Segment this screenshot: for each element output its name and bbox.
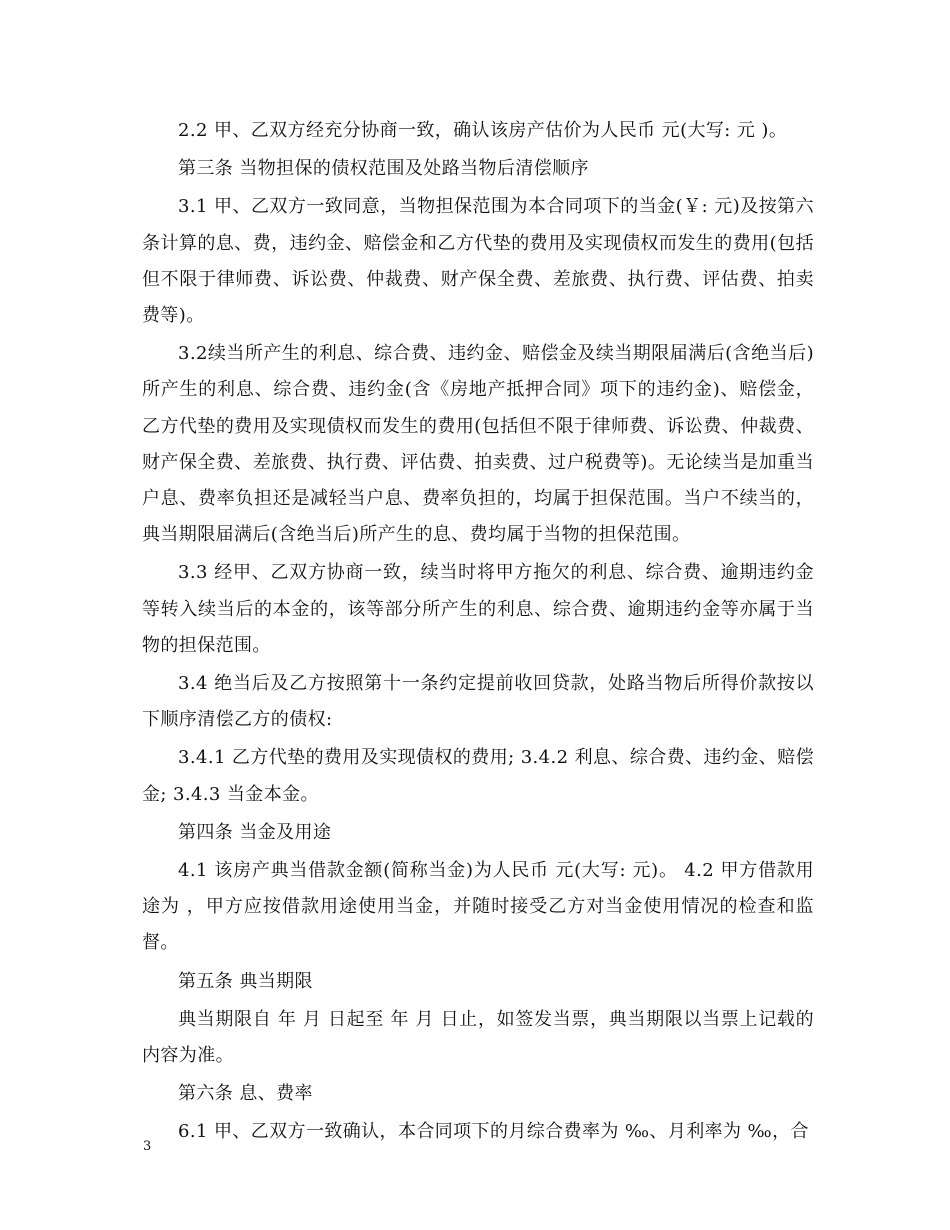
article-5-heading: 第五条 典当期限	[178, 970, 313, 992]
article-3-heading: 第三条 当物担保的债权范围及处路当物后清偿顺序	[178, 158, 589, 180]
page-number: 3	[143, 1139, 152, 1154]
clause-4-1: 4.1 该房产典当借款金额(简称当金)为人民币 元(大写: 元)。 4.2 甲方借款用途为 ，甲方应按借款用途使用当金，并随时接受乙方对当金使用情况的检查和监督。	[142, 860, 814, 954]
article-4-heading: 第四条 当金及用途	[178, 821, 332, 843]
clause-2-2: 2.2 甲、乙双方经充分协商一致，确认该房产估价为人民币 元(大写: 元 )。	[178, 120, 788, 141]
clause-3-1: 3.1 甲、乙双方一致同意，当物担保范围为本合同项下的当金(￥: 元)及按第六条计算的息、费，违约金、赔偿金和乙方代垫的费用及实现债权而发生的费用(包括但不限于律师费、诉讼费、仲裁费、财产保全费、差旅费、执行费、评估费、拍卖费等)。	[142, 196, 814, 327]
article-6-heading: 第六条 息、费率	[178, 1083, 313, 1105]
clause-6-1: 6.1 甲、乙双方一致确认，本合同项下的月综合费率为 ‰、月利率为 ‰，合	[178, 1121, 809, 1143]
clause-3-3: 3.3 经甲、乙双方协商一致，续当时将甲方拖欠的利息、综合费、逾期违约金等转入续当后的本金的，该等部分所产生的利息、综合费、逾期违约金等亦属于当物的担保范围。	[142, 562, 814, 656]
clause-3-4: 3.4 绝当后及乙方按照第十一条约定提前收回贷款，处路当物后所得价款按以下顺序清偿乙方的债权:	[142, 673, 814, 731]
document-body	[142, 113, 814, 1153]
clause-3-4-items: 3.4.1 乙方代垫的费用及实现债权的费用; 3.4.2 利息、综合费、违约金、赔偿金; 3.4.3 当金本金。	[142, 747, 814, 805]
clause-3-2: 3.2续当所产生的利息、综合费、违约金、赔偿金及续当期限届满后(含绝当后)所产生的利息、综合费、违约金(含《房地产抵押合同》项下的违约金)、赔偿金，乙方代垫的费用及实现债权而发生的费用(包括但不限于律师费、诉讼费、仲裁费、财产保全费、差旅费、执行费、评估费、拍卖费、过户税费等)。无论续当是加重当户息、费率负担还是减轻当户息、费率负担的，均属于担保范围。当户不续当的，典当期限届满后(含绝当后)所产生的息、费均属于当物的担保范围。	[142, 343, 814, 546]
clause-5-term: 典当期限自 年 月 日起至 年 月 日止，如签发当票，典当期限以当票上记载的内容为准。	[142, 1008, 814, 1067]
